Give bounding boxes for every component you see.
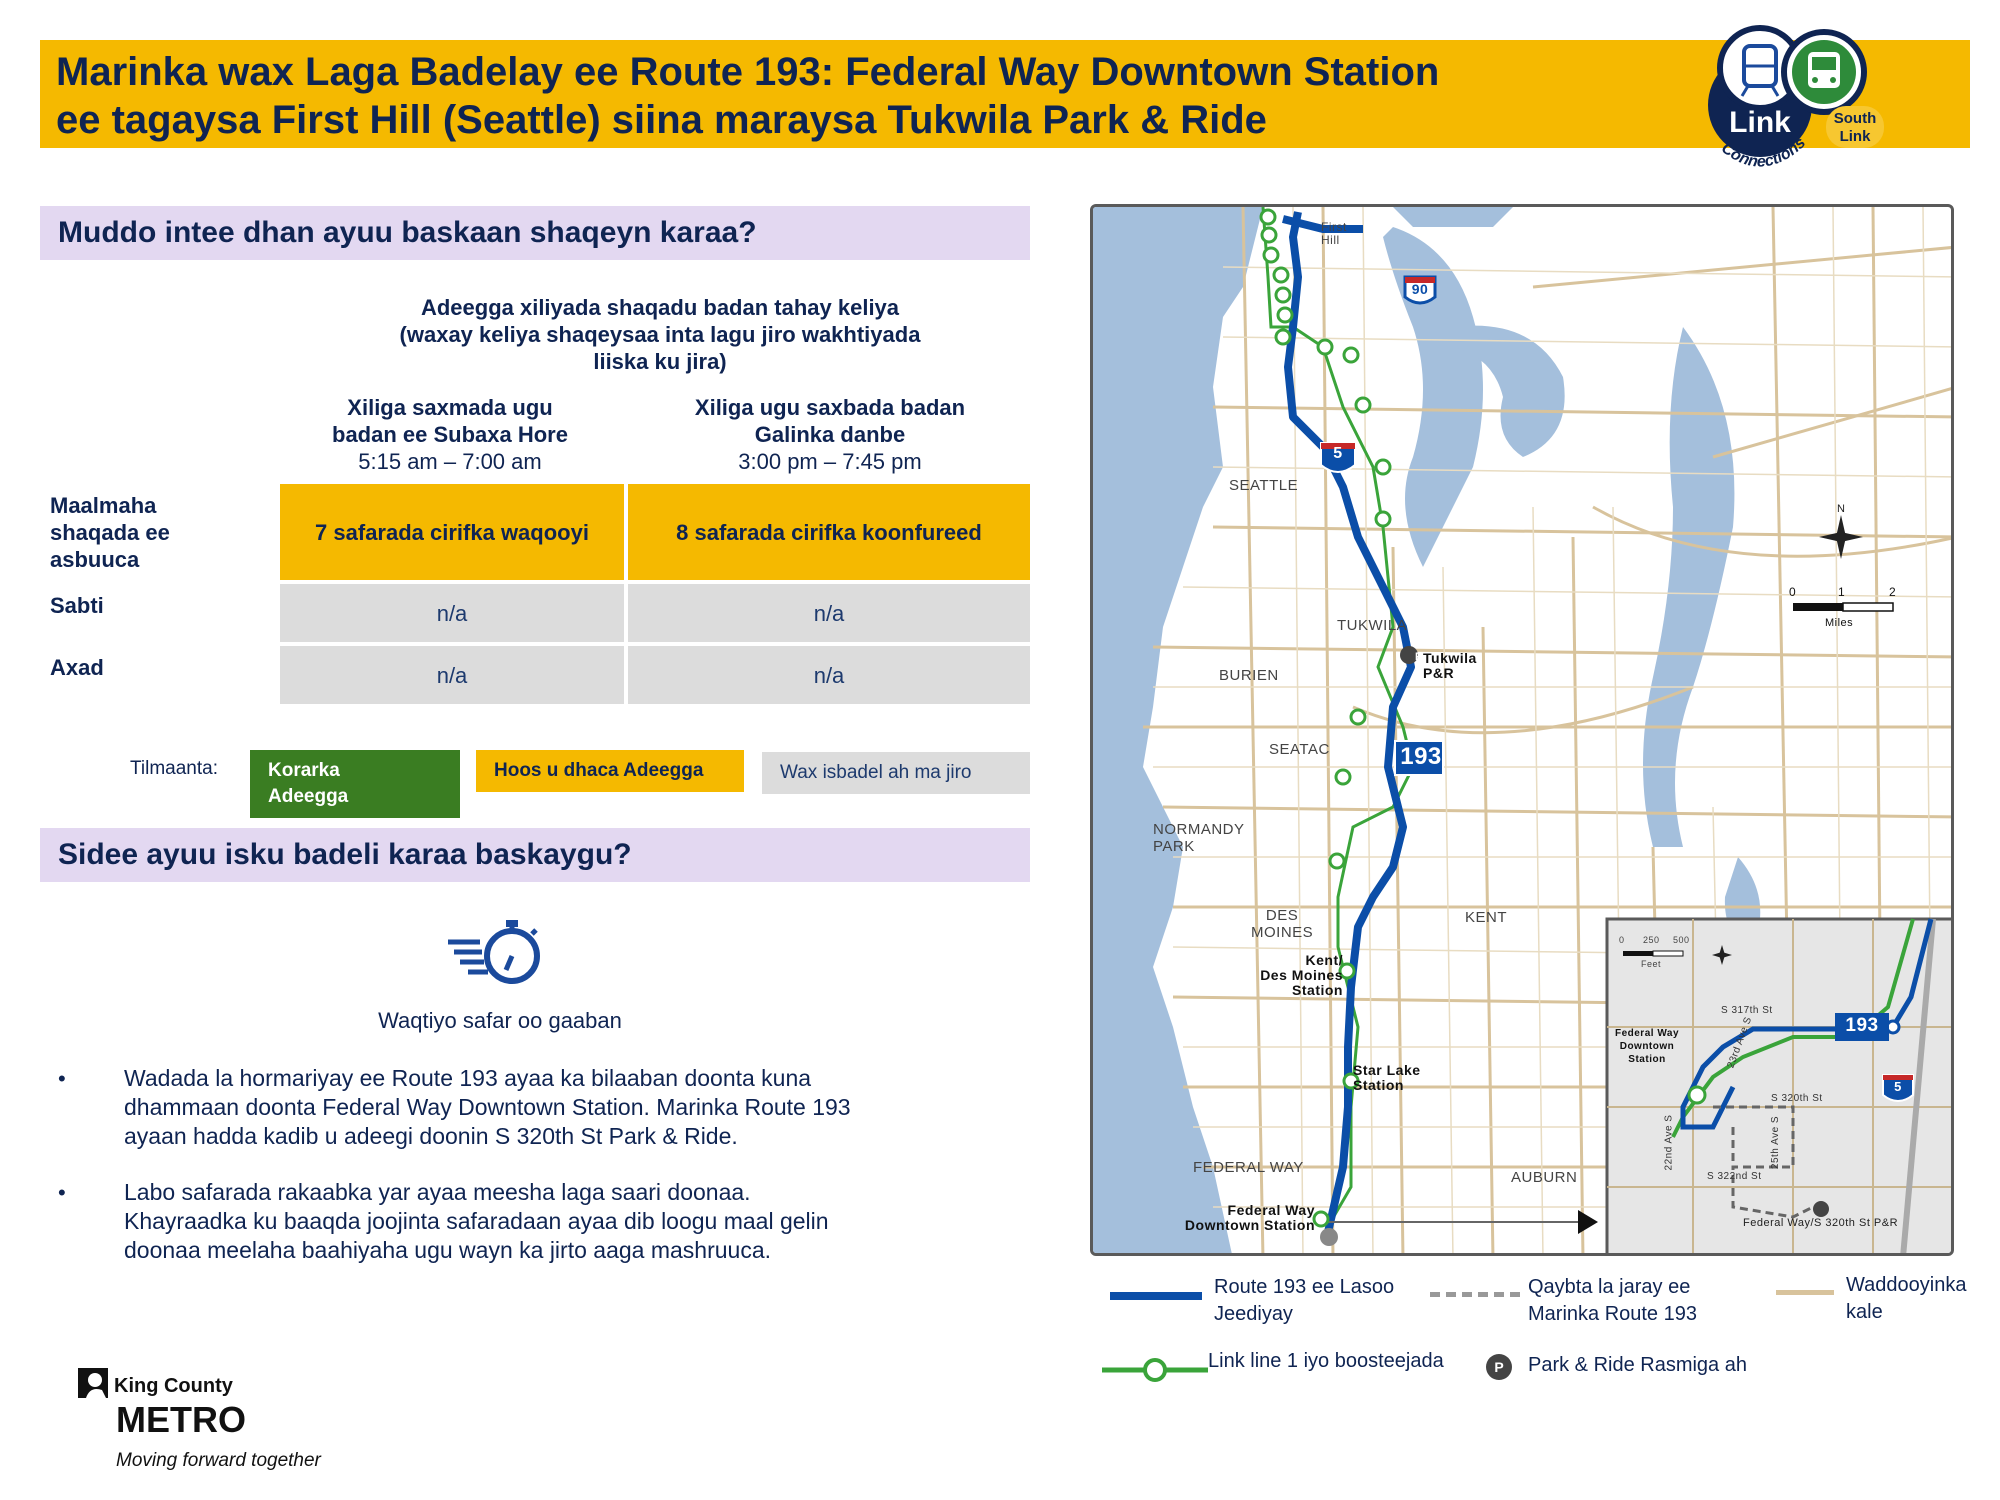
key-green-line: Korarka [268, 760, 340, 781]
legend-link-swatch [1100, 1358, 1210, 1382]
map-label-line: Tukwila [1423, 650, 1477, 666]
inset-scale-500: 500 [1673, 935, 1690, 945]
column-pm-line: Galinka danbe [754, 422, 906, 447]
cell-saturday-am: n/a [280, 584, 624, 642]
row-label-line: shaqada ee [50, 520, 170, 545]
park-ride-symbol: P [1415, 651, 1423, 663]
row-label-line: Maalmaha [50, 493, 157, 518]
logo-south-text: South [1833, 110, 1877, 127]
inset-scale-250: 250 [1643, 935, 1660, 945]
logo-link-text: Link [1729, 106, 1791, 139]
map-label-line: MOINES [1251, 924, 1314, 941]
bullet-marker: • [58, 1066, 66, 1091]
map-label-tukwila-pr [1423, 651, 1477, 681]
column-am-time: 5:15 am – 7:00 am [358, 449, 542, 474]
legend-line: kale [1846, 1301, 1883, 1323]
column-am-line: badan ee Subaxa Hore [332, 422, 568, 447]
cell-saturday-pm: n/a [628, 584, 1030, 642]
page-title [56, 48, 1696, 144]
logo-org-text: King County [114, 1375, 233, 1397]
map-label-line: Station [1353, 1077, 1404, 1093]
map-label-kent: KENT [1465, 909, 1508, 926]
row-label-line: asbuuca [50, 547, 140, 572]
inset-label-23rd: 23rd Ave S [1725, 1015, 1755, 1070]
i90-shield: 90 [1411, 281, 1429, 297]
inset-label-25th: 25th Ave S [1770, 1115, 1782, 1170]
link-connections-logo [1700, 20, 1910, 190]
inset-label-fw-station [1611, 1027, 1683, 1066]
title-line-1: Marinka wax Laga Badelay ee Route 193: Federal Way Downtown Station [56, 50, 1440, 94]
scale-2: 2 [1889, 585, 1897, 599]
route-map [1090, 204, 1954, 1256]
map-label-star-lake [1353, 1063, 1421, 1093]
logo-south-link-text: Link [1839, 128, 1871, 145]
inset-scale-unit: Feet [1641, 959, 1662, 969]
map-label-des-moines [1251, 907, 1313, 941]
legend-roads-label [1846, 1272, 1966, 1326]
map-label-line: P&R [1423, 665, 1455, 681]
inset-scale-0: 0 [1619, 935, 1625, 945]
inset-route-193-shield: 193 [1845, 1015, 1879, 1036]
legend-line: Marinka Route 193 [1528, 1303, 1697, 1325]
key-no-change: Wax isbadel ah ma jiro [762, 752, 1030, 794]
map-label-normandy-park [1153, 821, 1245, 855]
i5-shield: 5 [1333, 445, 1343, 462]
column-pm-time: 3:00 pm – 7:45 pm [738, 449, 922, 474]
service-heading-line: liiska ku jira) [593, 349, 727, 374]
map-label-line: Federal Way [1614, 1028, 1680, 1039]
legend-route-swatch [1110, 1292, 1202, 1300]
title-line-2: ee tagaysa First Hill (Seattle) siina maraysa Tukwila Park & Ride [56, 98, 1267, 142]
scale-unit: Miles [1825, 617, 1854, 629]
map-label-federal-way: FEDERAL WAY [1193, 1159, 1304, 1176]
row-label-sunday: Axad [50, 655, 104, 680]
header-banner [40, 40, 1970, 148]
logo-name-text: METRO [116, 1399, 246, 1440]
column-pm-header [630, 394, 1030, 475]
map-label-line: First [1321, 220, 1347, 234]
map-label-line: NORMANDY [1153, 821, 1245, 838]
cell-sunday-am: n/a [280, 646, 624, 704]
bullet-text-2 [124, 1178, 1004, 1265]
map-label-line: Star Lake [1353, 1062, 1421, 1078]
map-label-tukwila: TUKWILA [1337, 617, 1408, 634]
logo-tagline-text: Moving forward together [116, 1450, 321, 1471]
section-changes-bar [40, 828, 1030, 882]
key-label: Tilmaanta: [130, 758, 218, 779]
scale-1: 1 [1838, 585, 1846, 599]
legend-park-ride-label: Park & Ride Rasmiga ah [1528, 1354, 1747, 1376]
map-label-line: Station [1292, 982, 1343, 998]
row-label-weekdays [50, 492, 170, 573]
legend-line: Route 193 ee Lasoo [1214, 1276, 1395, 1298]
map-label-first-hill [1321, 221, 1347, 247]
inset-label-s322: S 322nd St [1707, 1171, 1762, 1182]
stopwatch-caption: Waqtiyo safar oo gaaban [378, 1008, 622, 1033]
map-label-seattle: SEATTLE [1229, 477, 1299, 494]
legend-removed-label [1528, 1274, 1697, 1328]
column-am-header [280, 394, 620, 475]
inset-i5-shield: 5 [1894, 1079, 1902, 1094]
inset-label-s317: S 317th St [1721, 1005, 1773, 1016]
map-label-line: Kent/ [1305, 952, 1343, 968]
map-label-seatac: SEATAC [1269, 741, 1330, 758]
stopwatch-icon [446, 916, 546, 986]
map-label-line: DES [1265, 907, 1299, 924]
column-pm-line: Xiliga ugu saxbada badan [694, 395, 966, 420]
park-ride-icon: P [1486, 1354, 1512, 1380]
map-label-burien: BURIEN [1219, 667, 1279, 684]
map-label-line: Federal Way [1227, 1202, 1315, 1218]
column-am-line: Xiliga saxmada ugu [347, 395, 553, 420]
key-green-line: Adeegga [268, 786, 349, 807]
bullet-marker: • [58, 1180, 66, 1205]
bullet-line: Labo safarada rakaabka yar ayaa meesha laga saari doonaa. [124, 1179, 751, 1205]
service-heading-line: (waxay keliya shaqeysaa inta lagu jiro wakhtiyada [399, 322, 921, 347]
map-label-fw-station [1173, 1203, 1315, 1233]
map-label-line: PARK [1153, 838, 1195, 855]
map-label-line: Des Moines [1260, 967, 1343, 983]
section-changes-title: Sidee ayuu isku badeli karaa baskaygu? [58, 838, 632, 871]
legend-removed-swatch [1430, 1292, 1520, 1297]
key-service-reduction: Hoos u dhaca Adeegga [476, 750, 744, 792]
section-hours-bar [40, 206, 1030, 260]
bullet-line: Khayraadka ku baaqda joojinta safaradaan ayaa dib loogu maal gelin [124, 1208, 829, 1234]
bullet-text-1 [124, 1064, 1004, 1151]
map-label-auburn: AUBURN [1511, 1169, 1578, 1186]
logo-connections-text: Connections [1717, 134, 1810, 171]
bullet-line: ayaan hadda kadib u adeegi doonin S 320th St Park & Ride. [124, 1123, 738, 1149]
cell-weekday-pm: 8 safarada cirifka koonfureed [628, 484, 1030, 580]
row-label-saturday: Sabti [50, 593, 104, 618]
bullet-line: Wadada la hormariyay ee Route 193 ayaa ka bilaaban doonta kuna [124, 1065, 812, 1091]
map-label-line: Downtown Station [1184, 1217, 1315, 1233]
map-label-line: Downtown [1619, 1041, 1675, 1052]
bullet-line: dhammaan doonta Federal Way Downtown Station. Marinka Route 193 [124, 1094, 851, 1120]
scale-0: 0 [1789, 585, 1797, 599]
inset-label-22nd: 22nd Ave S [1663, 1114, 1675, 1171]
map-label-line: Hill [1321, 233, 1340, 247]
north-label: N [1837, 503, 1846, 515]
section-hours-title: Muddo intee dhan ayuu baskaan shaqeyn karaa? [58, 216, 757, 249]
inset-label-s320: S 320th St [1771, 1093, 1823, 1104]
map-label-kent-station [1253, 953, 1343, 998]
legend-line: Waddooyinka [1846, 1274, 1967, 1296]
bullet-line: doonaa meelaha baahiyaha ugu wayn ka jirto aaga mashruuca. [124, 1237, 771, 1263]
cell-weekday-am: 7 safarada cirifka waqooyi [280, 484, 624, 580]
legend-roads-swatch [1776, 1290, 1834, 1295]
inset-label-pr: Federal Way/S 320th St P&R [1743, 1217, 1899, 1229]
legend-link-label: Link line 1 iyo boosteejada [1208, 1350, 1444, 1372]
legend-line: Qaybta la jaray ee [1528, 1276, 1691, 1298]
route-193-shield: 193 [1400, 743, 1442, 770]
service-heading-line: Adeegga xiliyada shaqadu badan tahay keliya [420, 295, 900, 320]
legend-route-label [1214, 1274, 1394, 1328]
map-label-line: Station [1628, 1054, 1666, 1065]
route-map-graphic [1093, 207, 1954, 1256]
king-county-metro-logo [78, 1368, 358, 1478]
key-service-increase [250, 750, 460, 818]
service-heading [290, 294, 1030, 375]
legend-line: Jeediyay [1214, 1303, 1293, 1325]
cell-sunday-pm: n/a [628, 646, 1030, 704]
